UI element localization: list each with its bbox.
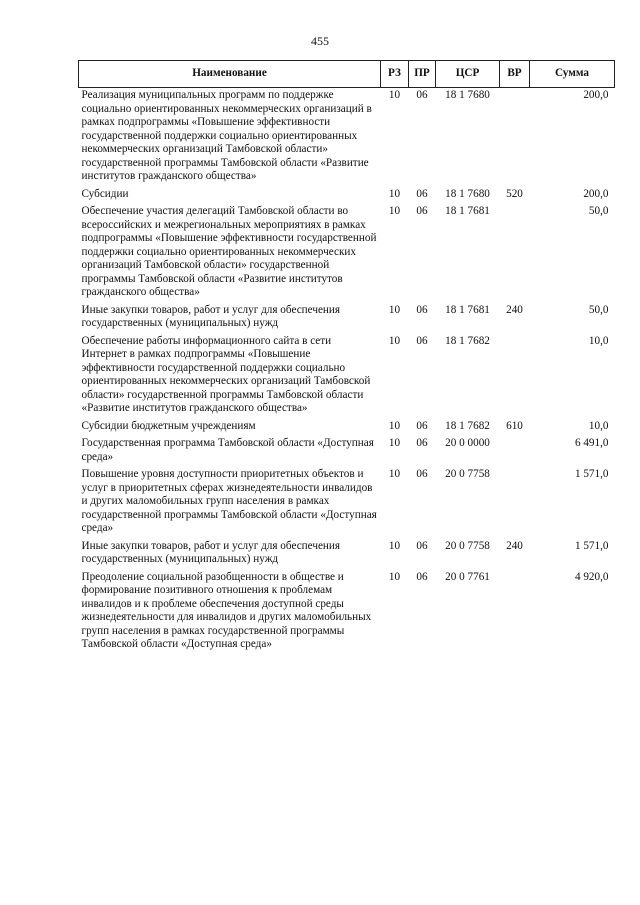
row-vr (500, 88, 530, 187)
table-row (79, 570, 615, 655)
table-body (79, 88, 615, 655)
row-csr: 20 0 7758 (445, 539, 490, 552)
row-name: Реализация муниципальных программ по поддержке социально ориентированных некоммерческих организаций в рамках подпрограммы «Повышение эффективности государственной поддержки социально ориентированных некоммерческих организаций Тамбовской области» государственной программы Тамбовской области «Развитие институтов гражданского общества» (81, 89, 372, 182)
table-row (79, 88, 615, 187)
row-pr: 06 (416, 205, 428, 217)
row-csr: 18 1 7681 (445, 205, 490, 217)
row-name: Иные закупки товаров, работ и услуг для обеспечения государственных (муниципальных) нужд (81, 539, 341, 565)
row-vr: 610 (506, 419, 523, 432)
row-vr (500, 334, 530, 419)
row-name: Обеспечение работы информационного сайта в сети Интернет в рамках подпрограммы «Повышение эффективности государственной поддержки социально ориентированных некоммерческих организаций Тамбовской области» государственной программы Тамбовской области «Развитие институтов гражданского общества» (81, 334, 371, 414)
table-row (79, 334, 615, 419)
page-number: 455 (311, 34, 329, 48)
header-sum: Сумма (530, 61, 615, 88)
row-sum: 1 571,0 (574, 539, 609, 552)
row-name: Иные закупки товаров, работ и услуг для обеспечения государственных (муниципальных) нужд (81, 303, 341, 329)
row-name: Повышение уровня доступности приоритетных объектов и услуг в приоритетных сферах жизнедеятельности инвалидов и других маломобильных групп населения в рамках государственной программы Тамбовской области «Доступная среда» (81, 468, 377, 534)
row-rz: 10 (388, 539, 401, 552)
row-rz: 10 (388, 187, 401, 200)
row-sum: 50,0 (588, 205, 609, 217)
row-rz: 10 (388, 303, 401, 316)
row-name: Субсидии (81, 187, 129, 200)
row-pr: 06 (416, 89, 428, 101)
row-rz: 10 (388, 419, 401, 432)
row-csr: 18 1 7682 (445, 419, 490, 432)
row-name: Государственная программа Тамбовской области «Доступная среда» (81, 437, 374, 463)
row-rz: 10 (388, 570, 401, 583)
table-row (79, 419, 615, 437)
row-csr: 18 1 7681 (445, 303, 490, 316)
row-sum: 1 571,0 (574, 468, 609, 480)
row-csr: 20 0 7758 (445, 468, 490, 480)
row-vr (500, 570, 530, 655)
row-vr (500, 467, 530, 539)
header-csr: ЦСР (436, 61, 500, 88)
row-pr: 06 (416, 539, 428, 552)
row-rz: 10 (388, 205, 401, 217)
row-vr (500, 204, 530, 303)
row-csr: 18 1 7682 (445, 334, 490, 347)
row-csr: 20 0 0000 (445, 437, 490, 449)
row-pr: 06 (416, 437, 428, 449)
row-pr: 06 (416, 468, 428, 480)
row-vr: 240 (506, 539, 523, 552)
row-name: Преодоление социальной разобщенности в обществе и формирование позитивного отношения к проблемам инвалидов и к проблеме обеспечения доступной среды жизнедеятельности для инвалидов и других маломобильных групп населения в рамках государственной программы Тамбовской области «Доступная среда» (81, 570, 372, 650)
table-row (79, 303, 615, 334)
header-rz: РЗ (381, 61, 409, 88)
row-sum: 200,0 (583, 89, 609, 101)
row-name: Субсидии бюджетным учреждениям (81, 419, 256, 432)
row-pr: 06 (416, 334, 428, 347)
table-row (79, 187, 615, 205)
table-row (79, 436, 615, 467)
row-sum: 50,0 (588, 303, 609, 316)
row-csr: 18 1 7680 (445, 187, 490, 200)
table-row (79, 467, 615, 539)
table-header (79, 61, 615, 88)
row-rz: 10 (388, 334, 401, 347)
header-name: Наименование (79, 61, 381, 88)
row-rz: 10 (388, 89, 401, 101)
row-pr: 06 (416, 570, 428, 583)
row-vr: 240 (506, 303, 523, 316)
row-sum: 10,0 (588, 334, 609, 347)
budget-table (78, 60, 615, 655)
row-vr (500, 436, 530, 467)
header-vr: ВР (500, 61, 530, 88)
row-rz: 10 (388, 437, 401, 449)
header-pr: ПР (409, 61, 436, 88)
row-sum: 6 491,0 (574, 437, 609, 449)
row-sum: 200,0 (583, 187, 609, 200)
row-vr: 520 (506, 187, 523, 200)
row-sum: 10,0 (588, 419, 609, 432)
row-pr: 06 (416, 419, 428, 432)
row-pr: 06 (416, 303, 428, 316)
row-csr: 18 1 7680 (445, 89, 490, 101)
row-csr: 20 0 7761 (445, 570, 490, 583)
row-sum: 4 920,0 (574, 570, 609, 583)
row-name: Обеспечение участия делегаций Тамбовской области во всероссийских и межрегиональных мероприятиях в рамках подпрограммы «Повышение эффективности государственной поддержки социально ориентированных некоммерческих организаций Тамбовской области» государственной программы Тамбовской области «Развитие институтов гражданского общества» (81, 205, 377, 298)
row-rz: 10 (388, 468, 401, 480)
table-row (79, 539, 615, 570)
table-row (79, 204, 615, 303)
row-pr: 06 (416, 187, 428, 200)
